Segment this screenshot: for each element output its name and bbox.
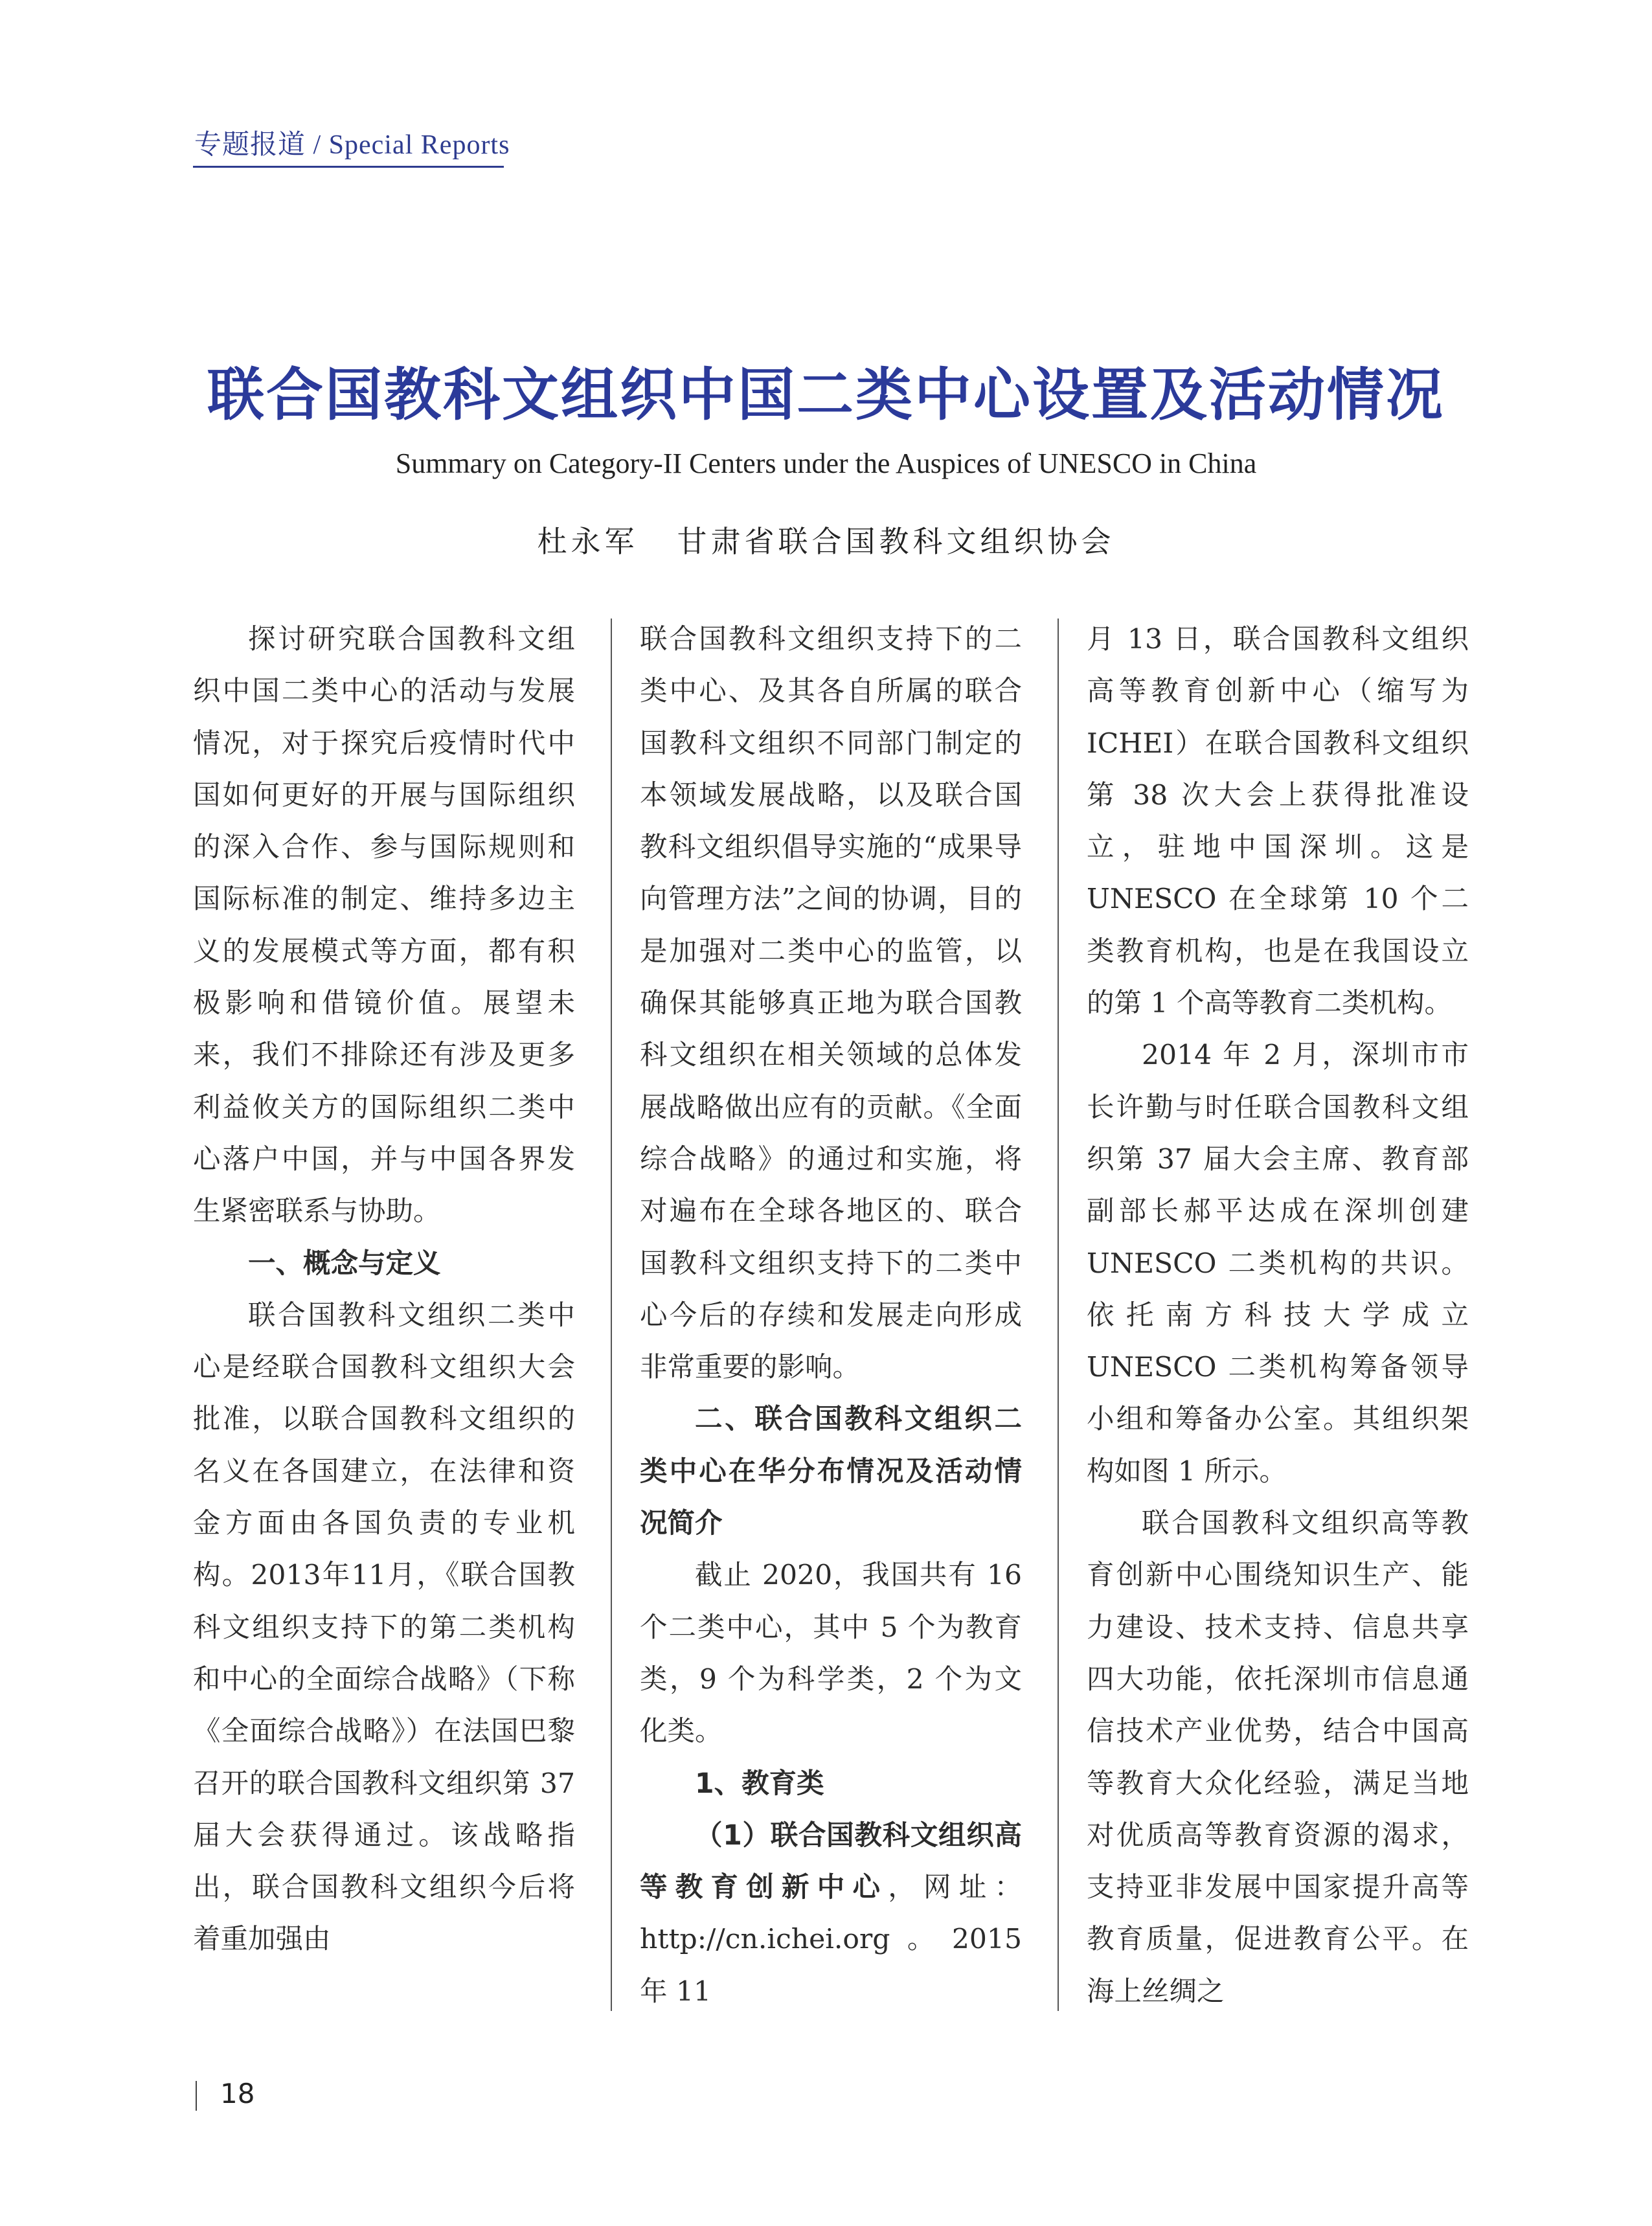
- subsection-title: （1）联合国教科文组织高等教育创新中心: [640, 1819, 1022, 1904]
- section-heading: 一、概念与定义: [248, 1247, 441, 1280]
- subsection-heading: 1、教育类: [695, 1767, 824, 1800]
- byline: [0, 518, 1652, 561]
- paragraph: 月 13 日，联合国教科文组织高等教育创新中心（缩写为 ICHEI）在联合国教科文组织第 38 次大会上获得批准设立，驻地中国深圳。这是 UNESCO 在全球第 10 个二类教育机构，也是在我国设立的第 1 个高等教育二类机构。: [1087, 624, 1469, 1020]
- section-heading: 二、联合国教科文组织二类中心在华分布情况及活动情况简介: [640, 1403, 1022, 1540]
- article-subtitle-en: Summary on Category-II Centers under the Auspices of UNESCO in China: [395, 448, 1257, 479]
- header-underline: [193, 166, 504, 168]
- paragraph: 联合国教科文组织高等教育创新中心围绕知识生产、能力建设、技术支持、信息共享四大功能，依托深圳市信息通信技术产业优势，结合中国高等教育大众化经验，满足当地对优质高等教育资源的渴求，支持亚非发展中国家提升高等教育质量，促进教育公平。在海上丝绸之: [1087, 1508, 1469, 2008]
- section-header: 专题报道 / Special Reports: [194, 130, 510, 160]
- author-affiliation: 甘肃省联合国教科文组织协会: [677, 524, 1115, 559]
- paragraph: 探讨研究联合国教科文组织中国二类中心的活动与发展情况，对于探究后疫情时代中国如何更好的开展与国际组织的深入合作、参与国际规则和国际标准的制定、维持多边主义的发展模式等方面，都有积极影响和借镜价值。展望未来，我们不排除还有涉及更多利益攸关方的国际组织二类中心落户中国，并与中国各界发生紧密联系与协助。: [193, 624, 575, 1228]
- column-divider: [611, 619, 612, 2011]
- paragraph: 截止 2020，我国共有 16 个二类中心，其中 5 个为教育类，9 个为科学类，2 个为文化类。: [640, 1560, 1022, 1748]
- paragraph: [640, 1810, 1022, 2018]
- paragraph: 联合国教科文组织二类中心是经联合国教科文组织大会批准，以联合国教科文组织的名义在各国建立，在法律和资金方面由各国负责的专业机构。2013年11月，《联合国教科文组织支持下的第二类机构和中心的全面综合战略》（下称《全面综合战略》）在法国巴黎召开的联合国教科文组织第 37 届大会获得通过。该战略指出，联合国教科文组织今后将着重加强由: [193, 1299, 575, 1956]
- paragraph: 2014 年 2 月，深圳市市长许勤与时任联合国教科文组织第 37 届大会主席、教育部副部长郝平达成在深圳创建 UNESCO 二类机构的共识。依托南方科技大学成立 UNESCO 二类机构筹备领导小组和筹备办公室。其组织架构如图 1 所示。: [1087, 1039, 1469, 1488]
- text-column-1: [193, 614, 575, 1966]
- paragraph-text: ，网址：http://cn.ichei.org。2015 年 11: [640, 1872, 1022, 2008]
- article-title: 联合国教科文组织中国二类中心设置及活动情况: [207, 361, 1445, 428]
- author-name: 杜永军: [537, 524, 639, 559]
- column-divider: [1058, 619, 1059, 2011]
- page-number-bar: [196, 2081, 197, 2111]
- page-number: 18: [220, 2078, 255, 2109]
- paragraph: 联合国教科文组织支持下的二类中心、及其各自所属的联合国教科文组织不同部门制定的本领域发展战略，以及联合国教科文组织倡导实施的“成果导向管理方法”之间的协调，目的是加强对二类中心的监管，以确保其能够真正地为联合国教科文组织在相关领域的总体发展战略做出应有的贡献。《全面综合战略》的通过和实施，将对遍布在全球各地区的、联合国教科文组织支持下的二类中心今后的存续和发展走向形成非常重要的影响。: [640, 624, 1022, 1384]
- text-column-3: [1087, 614, 1469, 2018]
- text-column-2: [640, 614, 1022, 2018]
